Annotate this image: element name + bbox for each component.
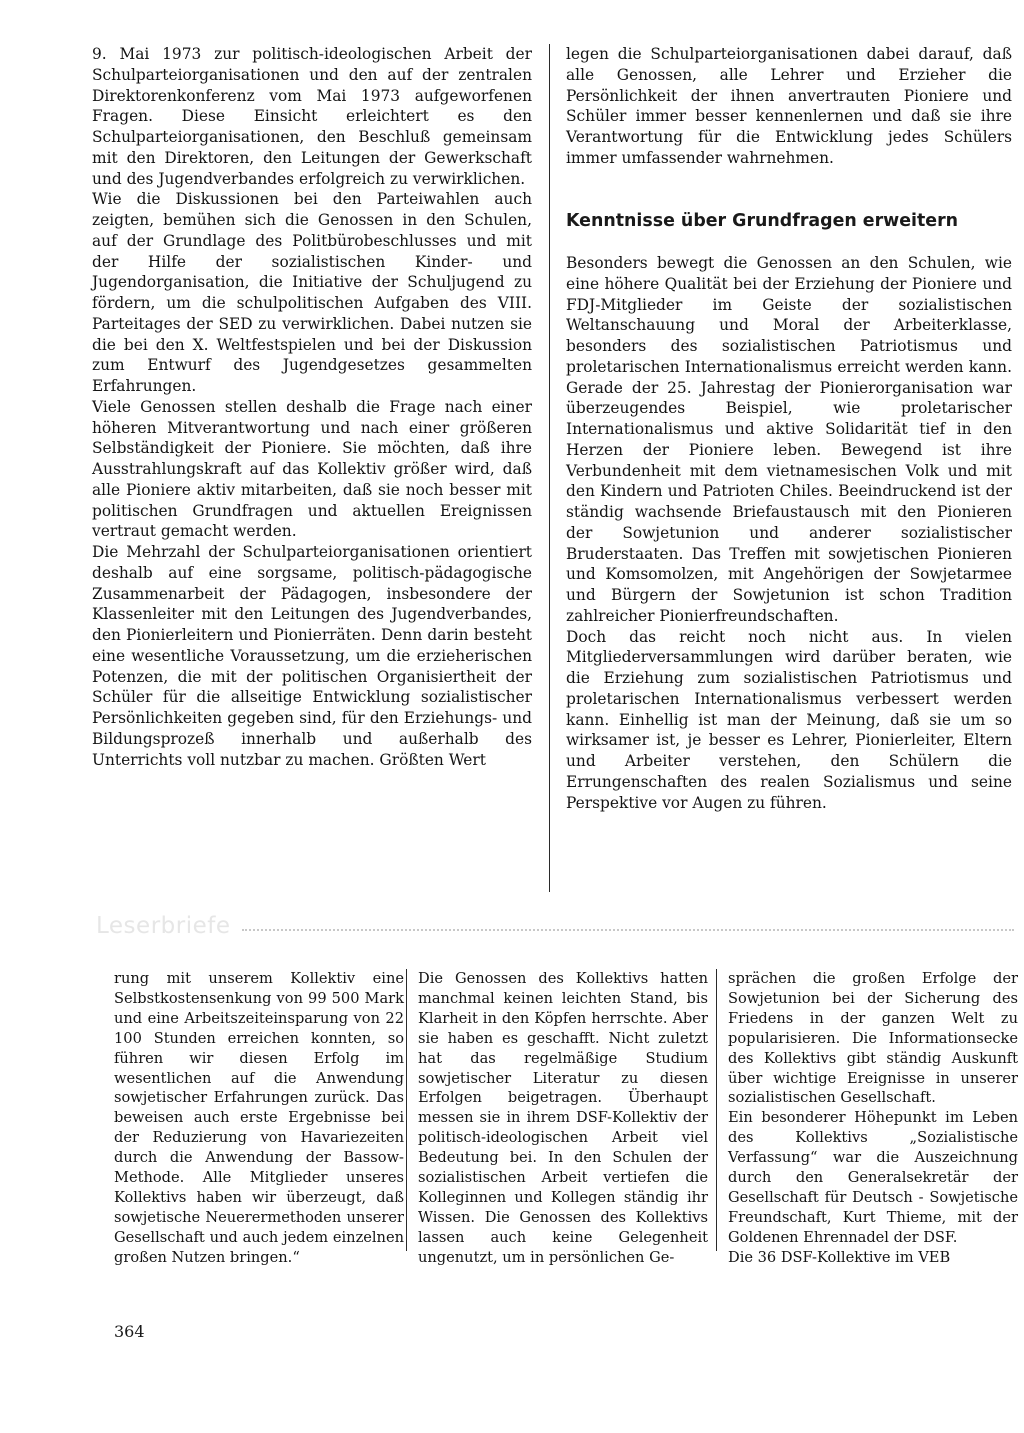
paragraph: sprächen die großen Erfolge der Sowjetunion bei der Sicherung des Friedens in der ganzen Welt zu popularisieren. Die Informationsecke des Kollektivs gibt ständig Auskunft über wichtige Ereignisse in unserer sozialistischen Gesellschaft. <box>728 970 1018 1107</box>
article-right-column-body <box>566 253 1012 813</box>
paragraph: Die Genossen des Kollektivs hatten manchmal keinen leichten Stand, bis Klarheit in den Köpfen herrschte. Aber sie haben es geschafft. Nicht zuletzt hat das regelmäßige Studium sowjetischer Literatur zu diesen Erfolgen beigetragen. Überhaupt messen sie in ihrem DSF-Kollektiv der politisch-ideologischen Arbeit viel Bedeutung bei. In den Schulen der sozialistischen Arbeit vertiefen die Kolleginnen und Kollegen ständig ihr Wissen. Die Genossen des Kollektivs lassen auch keine Gelegenheit ungenutzt, um in persönlichen Ge- <box>418 970 708 1266</box>
paragraph: Doch das reicht noch nicht aus. In vielen Mitgliederversammlungen wird darüber beraten, wie die Erziehung zum sozialistischen Patriotismus und proletarischen Internationalismus verbessert werden kann. Einhellig ist man der Meinung, daß sie um so wirksamer ist, je besser es Lehrer, Pionierleiter, Eltern und Arbeiter verstehen, den Schülern die Errungenschaften des realen Sozialismus und seine Perspektive vor Augen zu führen. <box>566 627 1012 812</box>
paragraph: Die Mehrzahl der Schulparteiorganisationen orientiert deshalb auf eine sorgsame, politisch-pädagogische Zusammenarbeit der Pädagogen, insbesondere der Klassenleiter mit den Leitungen des Jugendverbandes, den Pionierleitern und Pionierräten. Denn darin besteht eine wesentliche Voraussetzung, um die erzieherischen Potenzen, die mit der politischen Organisiertheit der Schüler für die allseitige Entwicklung sozialistischer Persönlichkeiten gegeben sind, für den Erziehungs- und Bildungsprozeß innerhalb und außerhalb des Unterrichts voll nutzbar zu machen. Größten Wert <box>92 543 532 769</box>
letters-column-2 <box>418 969 708 1268</box>
paragraph: 9. Mai 1973 zur politisch-ideologischen Arbeit der Schulparteiorganisationen und den auf der zentralen Direktorenkonferenz vom Mai 1973 aufgeworfenen Fragen. Diese Einsicht erleichtert es den Schulparteiorganisationen, den Beschluß gemeinsam mit den Direktoren, den Leitungen der Gewerkschaft und des Jugendverbandes erfolgreich zu verwirklichen. <box>92 45 532 188</box>
section-label-faded: Leserbriefe <box>96 913 231 939</box>
section-rule <box>242 929 1014 931</box>
paragraph: Die 36 DSF-Kollektive im VEB <box>728 1248 951 1266</box>
article-right-column-top <box>566 44 1012 169</box>
paragraph: Viele Genossen stellen deshalb die Frage nach einer höheren Mitverantwortung und nach einer größeren Selbständigkeit der Pioniere. Sie möchten, daß ihre Ausstrahlungskraft auf das Kollektiv größer wird, daß alle Pioniere aktiv mitarbeiten, daß sie noch besser mit politischen Grundfragen und aktuellen Ereignissen vertraut gemacht werden. <box>92 397 532 541</box>
article-left-column <box>92 44 532 770</box>
letters-column-3 <box>728 969 1018 1268</box>
paragraph: rung mit unserem Kollektiv eine Selbstkostensenkung von 99 500 Mark und eine Arbeitszeiteinsparung von 22 100 Stunden erreichen konnten, so führen wir diesen Erfolg im wesentlichen auf die Anwendung sowjetischer Erfahrungen zurück. Das beweisen auch erste Ergebnisse bei der Reduzierung von Havariezeiten durch die Anwendung der Bassow-Methode. Alle Mitglieder unseres Kollektivs haben wir überzeugt, daß sowjetische Neuerermethoden unserer Gesellschaft und auch jedem einzelnen großen Nutzen bringen.“ <box>114 970 404 1266</box>
paragraph: Ein besonderer Höhepunkt im Leben des Kollektivs „Sozialistische Verfassung“ war die Auszeichnung durch den Generalsekretär der Gesellschaft für Deutsch - Sowjetische Freundschaft, Kurt Thieme, mit der Goldenen Ehrennadel der DSF. <box>728 1109 1018 1246</box>
page-number: 364 <box>114 1322 145 1341</box>
lower-column-divider-1 <box>406 969 407 1251</box>
section-heading: Kenntnisse über Grundfragen erweitern <box>566 211 959 231</box>
paragraph: Besonders bewegt die Genossen an den Schulen, wie eine höhere Qualität bei der Erziehung der Pioniere und FDJ-Mitglieder im Geiste der sozialistischen Weltanschauung und Moral der Arbeiterklasse, besonders des sozialistischen Patriotismus und proletarischen Internationalismus erreicht werden kann. Gerade der 25. Jahrestag der Pionierorganisation war überzeugendes Beispiel, wie proletarischer Internationalismus und aktive Solidarität tief in den Herzen der Pioniere leben. Bewegend ist ihre Verbundenheit mit dem vietnamesischen Volk und mit den Kindern und Patrioten Chiles. Beeindruckend ist der ständig wachsende Briefaustausch mit den Pionieren der Sowjetunion und anderer sozialistischer Bruderstaaten. Das Treffen mit sowjetischen Pionieren und Komsomolzen, mit Angehörigen der Sowjetarmee und Bürgern der Sowjetunion ist schon Tradition zahlreicher Pionierfreundschaften. <box>566 254 1012 625</box>
upper-column-divider <box>549 44 550 892</box>
letters-column-1 <box>114 969 404 1268</box>
paragraph: legen die Schulparteiorganisationen dabei darauf, daß alle Genossen, alle Lehrer und Erzieher die Persönlichkeit der ihnen anvertrauten Pioniere und Schüler immer besser kennenlernen und daß sie ihre Verantwortung für die Entwicklung jedes Schülers immer umfassender wahrnehmen. <box>566 45 1012 167</box>
paragraph: Wie die Diskussionen bei den Parteiwahlen auch zeigten, bemühen sich die Genossen in den Schulen, auf der Grundlage des Politbürobeschlusses und mit der Hilfe der sozialistischen Kinder- und Jugendorganisation, die Initiative der Schuljugend zu fördern, um die schulpolitischen Aufgaben des VIII. Parteitages der SED zu verwirklichen. Dabei nutzen sie die bei den X. Weltfestspielen und bei der Diskussion zum Entwurf des Jugendgesetzes gesammelten Erfahrungen. <box>92 190 532 395</box>
lower-column-divider-2 <box>716 969 717 1251</box>
